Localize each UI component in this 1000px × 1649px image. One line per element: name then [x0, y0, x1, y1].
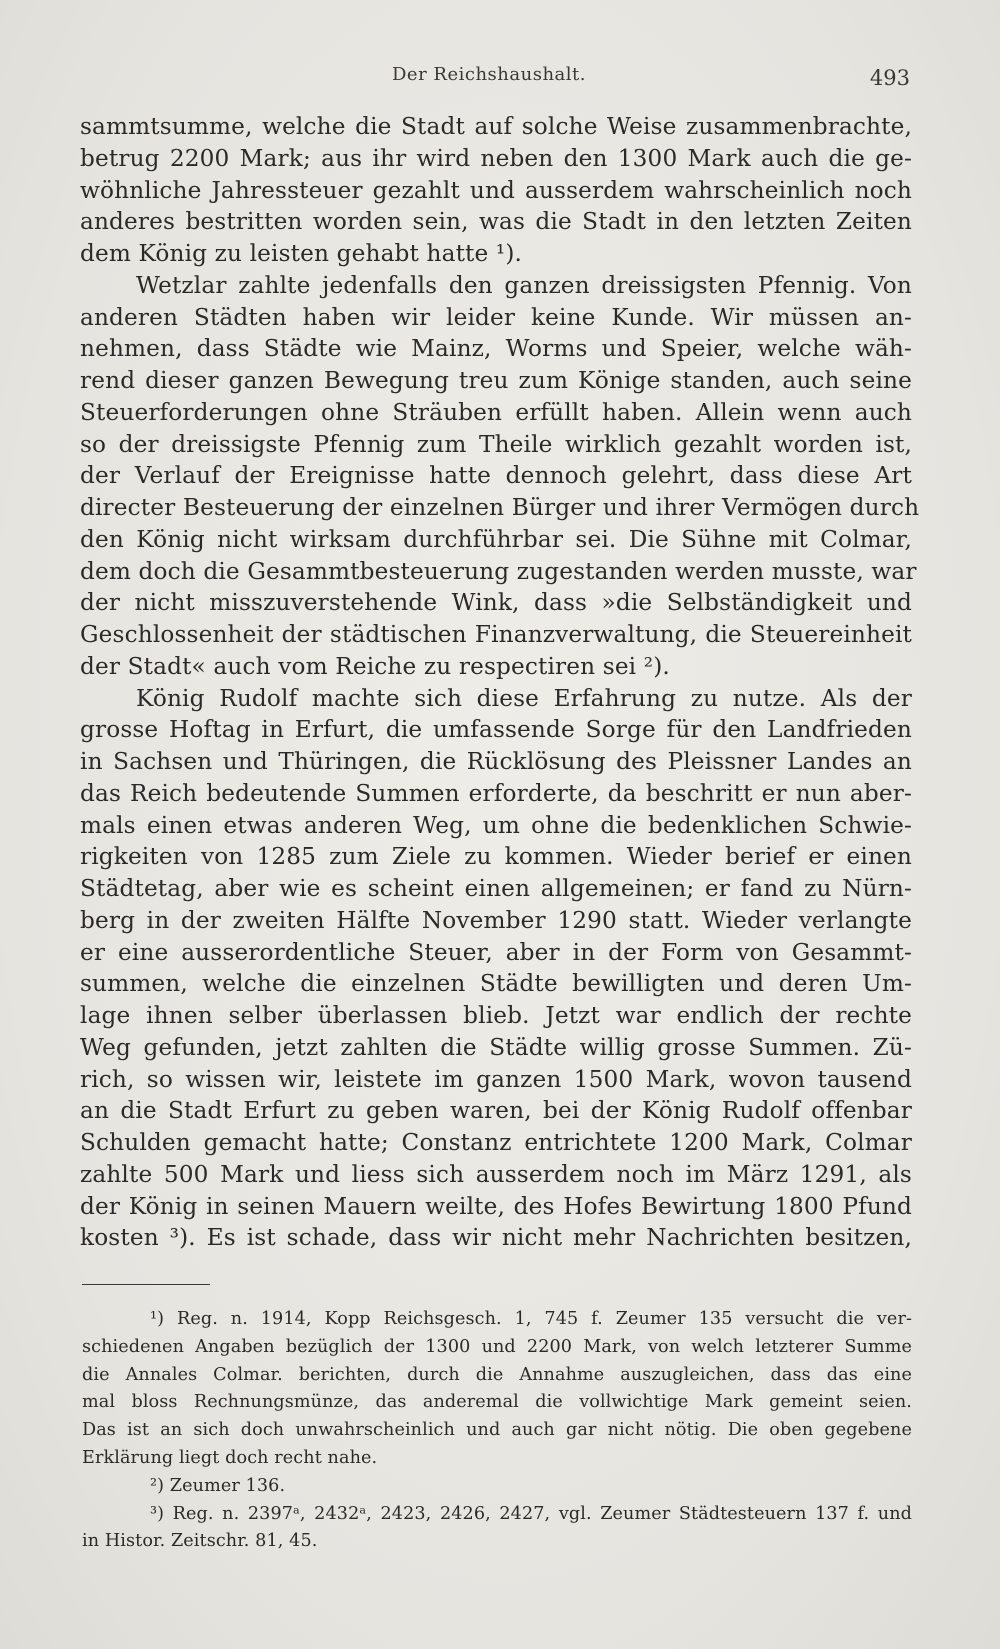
page-number: 493 [869, 66, 910, 90]
text-line: der König in seinen Mauern weilte, des Hofes Bewirtung 1800 Pfund [80, 1192, 912, 1220]
text-line: rich, so wissen wir, leistete im ganzen 1500 Mark, wovon tausend [80, 1065, 912, 1093]
footnote-line: ²) Zeumer 136. [150, 1475, 286, 1496]
footnote-line: ³) Reg. n. 2397ᵃ, 2432ᵃ, 2423, 2426, 2427, vgl. Zeumer Städtesteuern 137 f. und [150, 1503, 912, 1524]
text-line: kosten ³). Es ist schade, dass wir nicht mehr Nachrichten besitzen, [80, 1224, 912, 1252]
text-line: nehmen, dass Städte wie Mainz, Worms und Speier, welche wäh- [80, 335, 912, 363]
text-line: der Stadt« auch vom Reiche zu respectiren sei ²). [80, 652, 670, 680]
text-line: König Rudolf machte sich diese Erfahrung zu nutze. Als der [136, 684, 912, 712]
text-line: das Reich bedeutende Summen erforderte, da beschritt er nun aber- [80, 779, 912, 807]
text-line: den König nicht wirksam durchführbar sei. Die Sühne mit Colmar, [80, 525, 912, 553]
text-line: directer Besteuerung der einzelnen Bürger und ihrer Vermögen durch [80, 494, 920, 521]
text-line: dem doch die Gesammtbesteuerung zugestanden werden musste, war [80, 557, 917, 585]
footnote-line: mal bloss Rechnungsmünze, das anderemal die vollwichtige Mark gemeint seien. [82, 1392, 912, 1413]
page-header [80, 60, 910, 100]
text-line: rend dieser ganzen Bewegung treu zum Könige standen, auch seine [80, 367, 912, 394]
footnote-line: schiedenen Angaben bezüglich der 1300 und 2200 Mark, von welch letzterer Summe [82, 1336, 912, 1357]
text-line: Steuerforderungen ohne Sträuben erfüllt haben. Allein wenn auch [80, 398, 912, 426]
text-line: Wetzlar zahlte jedenfalls den ganzen dreissigsten Pfennig. Von [136, 271, 912, 299]
footnote-line: ¹) Reg. n. 1914, Kopp Reichsgesch. 1, 745 f. Zeumer 135 versucht die ver- [150, 1309, 912, 1329]
footnote-line: Erklärung liegt doch recht nahe. [82, 1447, 378, 1468]
text-line: berg in der zweiten Hälfte November 1290 statt. Wieder verlangte [80, 906, 912, 934]
text-line: rigkeiten von 1285 zum Ziele zu kommen. Wieder berief er einen [80, 843, 912, 871]
text-line: an die Stadt Erfurt zu geben waren, bei der König Rudolf offenbar [80, 1097, 912, 1125]
text-line: Schulden gemacht hatte; Constanz entrichtete 1200 Mark, Colmar [80, 1129, 912, 1156]
text-line: der Verlauf der Ereignisse hatte dennoch gelehrt, dass diese Art [80, 462, 912, 490]
text-line: Geschlossenheit der städtischen Finanzverwaltung, die Steuereinheit [80, 621, 912, 648]
footnote-divider [82, 1284, 210, 1285]
footnotes [82, 1306, 912, 1556]
text-line: betrug 2200 Mark; aus ihr wird neben den 1300 Mark auch die ge- [80, 144, 912, 172]
footnote-line: Das ist an sich doch unwahrscheinlich und auch gar nicht nötig. Die oben gegebene [82, 1420, 912, 1441]
text-line: in Sachsen und Thüringen, die Rücklösung des Pleissner Landes an [80, 748, 912, 775]
text-line: summen, welche die einzelnen Städte bewilligten und deren Um- [80, 970, 912, 998]
text-line: mals einen etwas anderen Weg, um ohne die bedenklichen Schwie- [80, 811, 912, 839]
text-line: zahlte 500 Mark und liess sich ausserdem noch im März 1291, als [80, 1160, 912, 1188]
footnote-line: die Annales Colmar. berichten, durch die Annahme auszugleichen, dass das eine [82, 1364, 912, 1385]
text-line: anderes bestritten worden sein, was die Stadt in den letzten Zeiten [80, 208, 912, 236]
text-line: wöhnliche Jahressteuer gezahlt und ausserdem wahrscheinlich noch [80, 176, 912, 204]
text-line: anderen Städten haben wir leider keine Kunde. Wir müssen an- [80, 303, 912, 331]
text-line: lage ihnen selber überlassen blieb. Jetzt war endlich der rechte [80, 1002, 912, 1029]
body-text [80, 111, 920, 1254]
text-line: so der dreissigste Pfennig zum Theile wirklich gezahlt worden ist, [80, 430, 912, 458]
text-line: dem König zu leisten gehabt hatte ¹). [80, 240, 523, 267]
text-line: Städtetag, aber wie es scheint einen allgemeinen; er fand zu Nürn- [80, 875, 912, 902]
text-line: Weg gefunden, jetzt zahlten die Städte willig grosse Summen. Zü- [80, 1033, 912, 1061]
text-line: er eine ausserordentliche Steuer, aber in der Form von Gesammt- [80, 938, 912, 966]
footnote-line: in Histor. Zeitschr. 81, 45. [82, 1531, 318, 1552]
text-line: der nicht misszuverstehende Wink, dass »die Selbständigkeit und [80, 589, 912, 617]
text-line: grosse Hoftag in Erfurt, die umfassende Sorge für den Landfrieden [80, 716, 912, 744]
running-title: Der Reichshaushalt. [392, 64, 586, 85]
text-line: sammtsumme, welche die Stadt auf solche Weise zusammenbrachte, [80, 113, 912, 140]
